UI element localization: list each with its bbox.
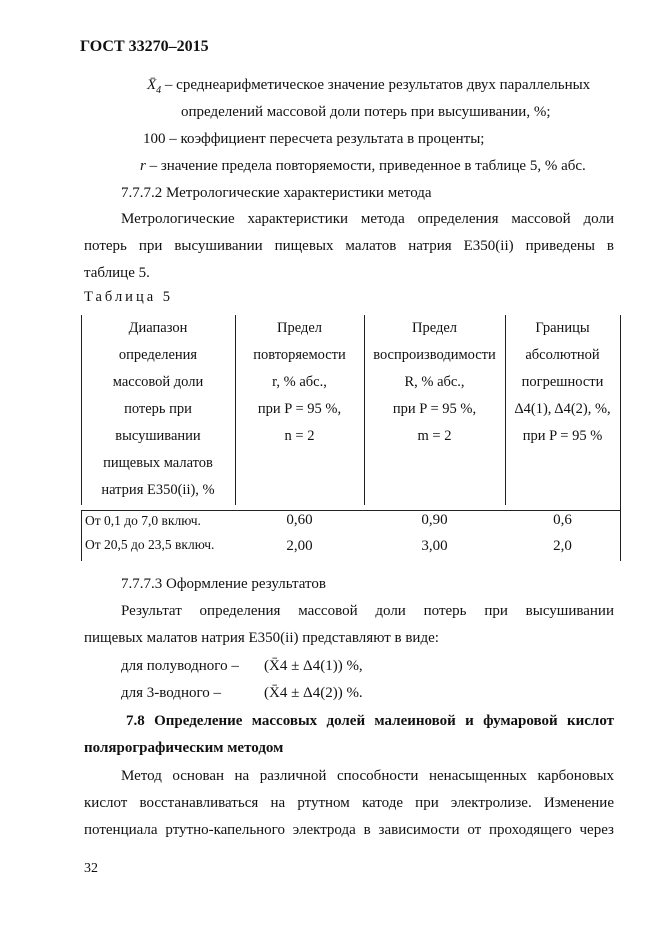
paragraph-line: потерь при высушивании пищевых малатов натрия Е350(ii) приведены в — [84, 238, 614, 254]
definition-100 — [143, 131, 484, 148]
definition-r — [140, 158, 586, 175]
paragraph-line: кислот восстанавливаться на ртутном катоде при электролизе. Изменение — [84, 795, 614, 811]
formula-label: для полуводного – — [121, 658, 239, 674]
formula-expression: (X̄4 ± Δ4(1)) %, — [264, 658, 363, 674]
formula-label: для 3-водного – — [121, 685, 221, 701]
definition-text: – среднеарифметическое значение результатов двух параллельных — [161, 77, 591, 93]
table-border — [620, 315, 621, 561]
header-error-bounds: Границы абсолютной погрешности Δ4(1), Δ4(2), %, при P = 95 % — [514, 320, 611, 444]
document-header: ГОСТ 33270–2015 — [80, 38, 209, 55]
header-reproducibility: Предел воспроизводимости R, % абс., при P = 95 %, m = 2 — [373, 320, 496, 444]
paragraph-line: таблице 5. — [84, 265, 150, 281]
table-row-label: От 0,1 до 7,0 включ. — [85, 513, 201, 528]
table-border — [81, 511, 82, 561]
paragraph-line: Метрологические характеристики метода определения массовой доли — [121, 211, 614, 227]
metrology-table — [81, 315, 621, 561]
paragraph-line: пищевых малатов натрия Е350(ii) представляют в виде: — [84, 630, 439, 646]
page-number: 32 — [84, 861, 98, 876]
formula-expression: (X̄4 ± Δ4(2)) %. — [264, 685, 363, 701]
table-cell-R: 0,90 — [421, 512, 448, 528]
table-cell-r: 0,60 — [286, 512, 313, 528]
symbol-100: 100 — [143, 131, 166, 147]
symbol-x4: $X̄_4$ — [147, 77, 162, 96]
section-heading-7772: 7.7.7.2 Метрологические характеристики метода — [121, 185, 432, 201]
definition-text: – значение предела повторяемости, приведенное в таблице 5, % абс. — [145, 158, 586, 174]
definition-text: – коэффициент пересчета результата в проценты; — [165, 131, 485, 147]
section-heading-7773: 7.7.7.3 Оформление результатов — [121, 576, 326, 592]
header-repeatability: Предел повторяемости r, % абс., при P = 95 %, n = 2 — [253, 320, 346, 444]
table-cell-r: 2,00 — [286, 538, 313, 554]
symbol-r: r — [140, 158, 146, 174]
table-cell-delta: 2,0 — [553, 538, 572, 554]
paragraph-line: Результат определения массовой доли потерь при высушивании — [121, 603, 614, 619]
table-header-rule — [81, 510, 621, 511]
table-cell-R: 3,00 — [421, 538, 448, 554]
section-heading-78: 7.8 Определение массовых долей малеиновой и фумаровой кислот — [126, 713, 614, 729]
table-cell-delta: 0,6 — [553, 512, 572, 528]
definition-continuation: определений массовой доли потерь при высушивании, %; — [181, 104, 551, 120]
paragraph-line: Метод основан на различной способности ненасыщенных карбоновых — [121, 768, 614, 784]
definition-x4 — [147, 77, 590, 96]
table-caption: Таблица 5 — [84, 289, 174, 305]
paragraph-line: потенциала ртутно-капельного электрода в зависимости от проходящего через — [84, 822, 614, 838]
section-heading-78-cont: полярографическим методом — [84, 740, 284, 756]
header-range: Диапазон определения массовой доли потерь при высушивании пищевых малатов натрия Е350(ii), % — [101, 320, 215, 498]
table-row-label: От 20,5 до 23,5 включ. — [85, 537, 215, 552]
